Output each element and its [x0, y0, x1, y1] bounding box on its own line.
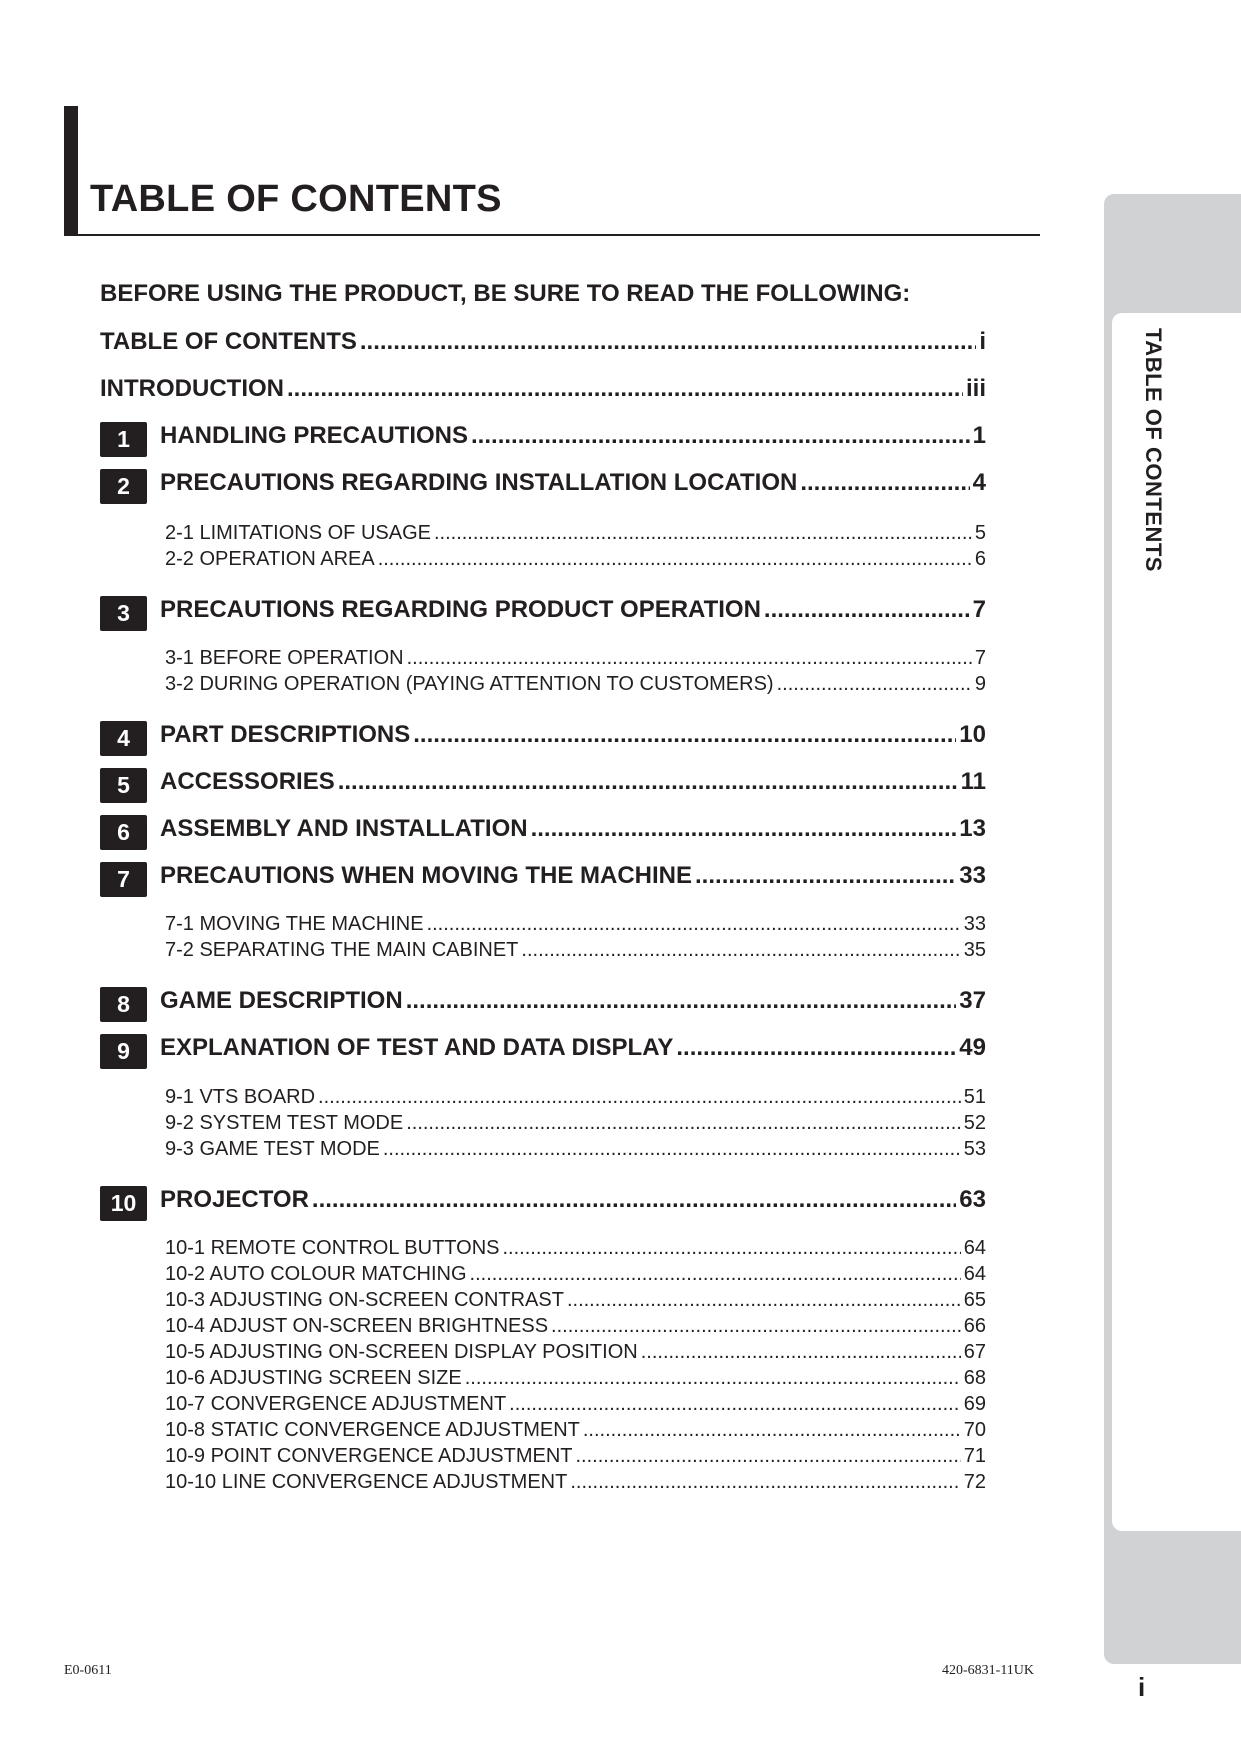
entry-label: PRECAUTIONS REGARDING INSTALLATION LOCATION [160, 469, 798, 496]
dot-leader [531, 815, 957, 843]
dot-leader [407, 647, 972, 670]
toc-chapter-entry[interactable] [100, 1186, 986, 1221]
dot-leader [383, 1138, 961, 1161]
dot-leader [470, 1263, 961, 1286]
toc-section-entry[interactable] [165, 1393, 986, 1416]
dot-leader [567, 1289, 961, 1312]
entry-page-number: 7 [974, 647, 986, 669]
entry-label: 10-2 AUTO COLOUR MATCHING [165, 1263, 467, 1285]
entry-page-number: 7 [972, 596, 986, 623]
toc-chapter-entry[interactable] [100, 815, 986, 850]
entry-label: PRECAUTIONS WHEN MOVING THE MACHINE [160, 862, 693, 889]
entry-page-number: 10 [959, 721, 986, 748]
entry-label: 10-9 POINT CONVERGENCE ADJUSTMENT [165, 1445, 573, 1467]
entry-label: 10-3 ADJUSTING ON-SCREEN CONTRAST [165, 1289, 564, 1311]
toc-chapter-entry[interactable] [100, 375, 986, 403]
entry-page-number: iii [965, 375, 986, 402]
footer-doc-code: E0-0611 [64, 1663, 112, 1678]
toc-section-entry[interactable] [165, 1445, 986, 1468]
entry-label: 2-2 OPERATION AREA [165, 548, 375, 570]
entry-page-number: 71 [963, 1445, 986, 1467]
dot-leader [338, 768, 958, 796]
entry-page-number: 4 [972, 469, 986, 496]
entry-page-number: 65 [963, 1289, 986, 1311]
entry-page-number: 35 [963, 939, 986, 961]
toc-section-entry[interactable] [165, 647, 986, 670]
entry-label: 9-3 GAME TEST MODE [165, 1138, 380, 1160]
dot-leader [695, 862, 956, 890]
intro-notice: BEFORE USING THE PRODUCT, BE SURE TO READ THE FOLLOWING: [100, 280, 911, 307]
entry-label: PROJECTOR [160, 1186, 309, 1213]
entry-label: 10-1 REMOTE CONTROL BUTTONS [165, 1237, 500, 1259]
entry-label: 3-1 BEFORE OPERATION [165, 647, 404, 669]
entry-label: 7-2 SEPARATING THE MAIN CABINET [165, 939, 519, 961]
toc-section-entry[interactable] [165, 548, 986, 571]
toc-chapter-entry[interactable] [100, 469, 986, 504]
entry-page-number: 13 [959, 815, 986, 842]
toc-chapter-entry[interactable] [100, 987, 986, 1022]
toc-section-entry[interactable] [165, 1112, 986, 1135]
entry-page-number: 64 [963, 1263, 986, 1285]
entry-page-number: 5 [974, 522, 986, 544]
entry-page-number: 33 [963, 913, 986, 935]
dot-leader [503, 1237, 961, 1260]
entry-label: 3-2 DURING OPERATION (PAYING ATTENTION TO CUSTOMERS) [165, 673, 774, 695]
toc-section-entry[interactable] [165, 1367, 986, 1390]
side-tab-label: TABLE OF CONTENTS [1141, 328, 1166, 572]
chapter-number-badge: 2 [100, 469, 147, 504]
entry-page-number: 67 [963, 1341, 986, 1363]
page-number: i [1138, 1672, 1146, 1702]
footer-part-number: 420-6831-11UK [942, 1663, 1035, 1678]
entry-page-number: 72 [963, 1471, 986, 1493]
dot-leader [777, 673, 972, 696]
dot-leader [465, 1367, 961, 1390]
chapter-number-badge: 1 [100, 422, 147, 457]
title-divider [64, 234, 1040, 236]
chapter-number-badge: 4 [100, 721, 147, 756]
chapter-number-badge: 8 [100, 987, 147, 1022]
entry-label: 9-2 SYSTEM TEST MODE [165, 1112, 404, 1134]
entry-label: TABLE OF CONTENTS [100, 328, 357, 355]
toc-section-entry[interactable] [165, 673, 986, 696]
dot-leader [551, 1315, 961, 1338]
entry-page-number: 33 [959, 862, 986, 889]
entry-label: EXPLANATION OF TEST AND DATA DISPLAY [160, 1034, 674, 1061]
entry-page-number: 37 [959, 987, 986, 1014]
entry-label: 10-7 CONVERGENCE ADJUSTMENT [165, 1393, 507, 1415]
toc-section-entry[interactable] [165, 522, 986, 545]
dot-leader [509, 1393, 961, 1416]
chapter-number-badge: 6 [100, 815, 147, 850]
dot-leader [800, 469, 969, 497]
dot-leader [676, 1034, 956, 1062]
chapter-number-badge: 5 [100, 768, 147, 803]
entry-page-number: 68 [963, 1367, 986, 1389]
toc-section-entry[interactable] [165, 1237, 986, 1260]
toc-section-entry[interactable] [165, 1263, 986, 1286]
entry-label: 10-4 ADJUST ON-SCREEN BRIGHTNESS [165, 1315, 549, 1337]
entry-label: 7-1 MOVING THE MACHINE [165, 913, 424, 935]
entry-page-number: 9 [974, 673, 986, 695]
dot-leader [575, 1445, 960, 1468]
title-accent-bar [64, 106, 78, 236]
dot-leader [318, 1086, 961, 1109]
chapter-number-badge: 9 [100, 1034, 147, 1069]
toc-chapter-entry[interactable] [100, 721, 986, 756]
entry-label: 10-5 ADJUSTING ON-SCREEN DISPLAY POSITION [165, 1341, 638, 1363]
dot-leader [471, 422, 970, 450]
page-title: TABLE OF CONTENTS [90, 178, 502, 220]
entry-label: 10-6 ADJUSTING SCREEN SIZE [165, 1367, 462, 1389]
toc-section-entry[interactable] [165, 1289, 986, 1312]
toc-chapter-entry[interactable] [100, 768, 986, 803]
dot-leader [641, 1341, 961, 1364]
toc-chapter-entry[interactable] [100, 596, 986, 631]
entry-page-number: 1 [972, 422, 986, 449]
entry-page-number: 51 [963, 1086, 986, 1108]
toc-chapter-entry[interactable] [100, 1034, 986, 1069]
entry-label: ACCESSORIES [160, 768, 335, 795]
entry-page-number: 70 [963, 1419, 986, 1441]
toc-section-entry[interactable] [165, 1419, 986, 1442]
entry-label: GAME DESCRIPTION [160, 987, 403, 1014]
chapter-number-badge: 10 [100, 1186, 147, 1221]
dot-leader [406, 1112, 961, 1135]
entry-label: INTRODUCTION [100, 375, 284, 402]
dot-leader [287, 375, 963, 403]
entry-label: PART DESCRIPTIONS [160, 721, 411, 748]
entry-label: 2-1 LIMITATIONS OF USAGE [165, 522, 431, 544]
entry-page-number: 11 [960, 768, 986, 795]
toc-chapter-entry[interactable] [100, 862, 986, 897]
entry-page-number: 52 [963, 1112, 986, 1134]
dot-leader [413, 721, 956, 749]
entry-label: HANDLING PRECAUTIONS [160, 422, 469, 449]
dot-leader [570, 1471, 960, 1494]
toc-section-entry[interactable] [165, 1086, 986, 1109]
dot-leader [427, 913, 961, 936]
entry-label: 10-8 STATIC CONVERGENCE ADJUSTMENT [165, 1419, 580, 1441]
chapter-number-badge: 3 [100, 596, 147, 631]
dot-leader [312, 1186, 956, 1214]
dot-leader [521, 939, 960, 962]
dot-leader [378, 548, 972, 571]
toc-chapter-entry[interactable] [100, 422, 986, 457]
entry-page-number: 66 [963, 1315, 986, 1337]
dot-leader [406, 987, 957, 1015]
toc-section-entry[interactable] [165, 1315, 986, 1338]
toc-section-entry[interactable] [165, 1138, 986, 1161]
toc-section-entry[interactable] [165, 939, 986, 962]
chapter-number-badge: 7 [100, 862, 147, 897]
entry-label: 9-1 VTS BOARD [165, 1086, 316, 1108]
toc-chapter-entry[interactable] [100, 328, 986, 356]
entry-page-number: 63 [959, 1186, 986, 1213]
toc-section-entry[interactable] [165, 1341, 986, 1364]
dot-leader [434, 522, 972, 545]
entry-page-number: 49 [959, 1034, 986, 1061]
dot-leader [764, 596, 970, 624]
entry-page-number: 69 [963, 1393, 986, 1415]
dot-leader [360, 328, 976, 356]
entry-page-number: 6 [974, 548, 986, 570]
toc-section-entry[interactable] [165, 1471, 986, 1494]
dot-leader [583, 1419, 961, 1442]
entry-label: ASSEMBLY AND INSTALLATION [160, 815, 528, 842]
entry-label: PRECAUTIONS REGARDING PRODUCT OPERATION [160, 596, 761, 623]
entry-page-number: i [979, 328, 986, 355]
entry-label: 10-10 LINE CONVERGENCE ADJUSTMENT [165, 1471, 568, 1493]
entry-page-number: 64 [963, 1237, 986, 1259]
entry-page-number: 53 [963, 1138, 986, 1160]
toc-section-entry[interactable] [165, 913, 986, 936]
